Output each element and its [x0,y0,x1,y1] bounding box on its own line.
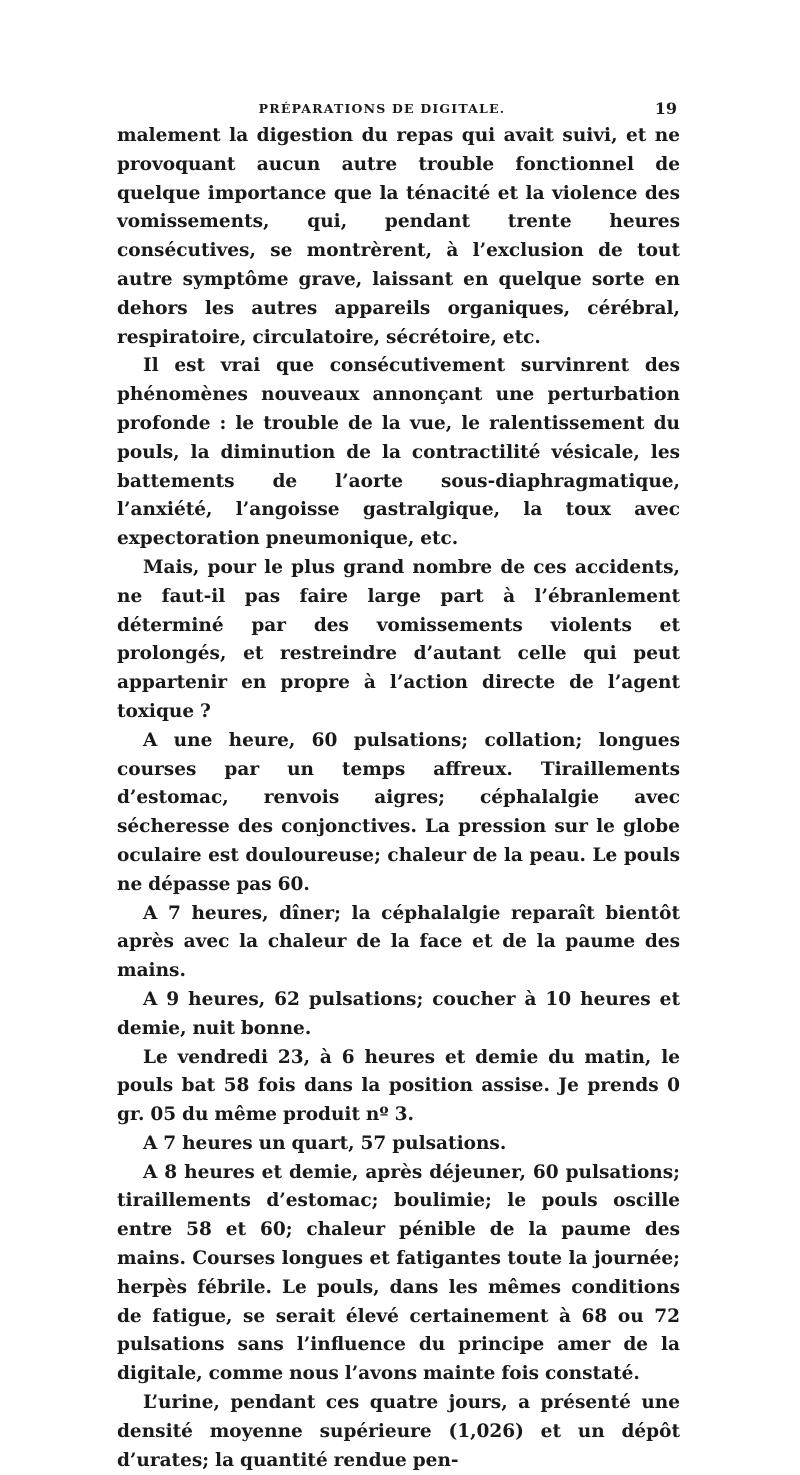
body-text [117,122,680,1475]
paragraph-2: Il est vrai que consécutivement survinrent des phénomènes nouveaux annonçant une perturbation profonde : le trouble de la vue, le ralentissement du pouls, la diminution de la contractilité vésicale, les battements de l’aorte sous-diaphragmatique, l’anxiété, l’angoisse gastralgique, la toux avec expectoration pneumonique, etc. [117,355,680,550]
paragraph-3: Mais, pour le plus grand nombre de ces accidents, ne faut-il pas faire large part à l’ébranlement déterminé par des vomissements violents et prolongés, et restreindre d’autant celle qui peut appartenir en propre à l’action directe de l’agent toxique ? [117,556,680,722]
paragraph-10: L’urine, pendant ces quatre jours, a présenté une densité moyenne supérieure (1,026) et un dépôt d’urates; la quantité rendue pen- [117,1392,680,1471]
paragraph-4: A une heure, 60 pulsations; collation; longues courses par un temps affreux. Tiraillements d’estomac, renvois aigres; céphalalgie avec sécheresse des conjonctives. La pression sur le globe oculaire est douloureuse; chaleur de la peau. Le pouls ne dépasse pas 60. [117,729,680,895]
running-head [117,96,677,122]
paragraph-5: A 7 heures, dîner; la céphalalgie reparaît bientôt après avec la chaleur de la face et de la paume des mains. [117,902,680,982]
paragraph-7: Le vendredi 23, à 6 heures et demie du matin, le pouls bat 58 fois dans la position assise. Je prends 0 gr. 05 du même produit nº 3. [117,1046,680,1126]
paragraph-6: A 9 heures, 62 pulsations; coucher à 10 heures et demie, nuit bonne. [117,988,680,1039]
paragraph-8: A 7 heures un quart, 57 pulsations. [143,1132,507,1154]
running-title: PRÉPARATIONS DE DIGITALE. [258,101,506,116]
page-number: 19 [654,99,677,118]
paragraph-1: malement la digestion du repas qui avait suivi, et ne provoquant aucun autre trouble fonctionnel de quelque importance que la ténacité et la violence des vomissements, qui, pendant trente heures consécutives, se montrèrent, à l’exclusion de tout autre symptôme grave, laissant en quelque sorte en dehors les autres appareils organiques, cérébral, respiratoire, circulatoire, sécrétoire, etc. [117,125,680,348]
paragraph-9: A 8 heures et demie, après déjeuner, 60 pulsations; tiraillements d’estomac; boulimie; le pouls oscille entre 58 et 60; chaleur pénible de la paume des mains. Courses longues et fatigantes toute la journée; herpès fébrile. Le pouls, dans les mêmes conditions de fatigue, se serait élevé certainement à 68 ou 72 pulsations sans l’influence du principe amer de la digitale, comme nous l’avons mainte fois constaté. [117,1161,680,1385]
